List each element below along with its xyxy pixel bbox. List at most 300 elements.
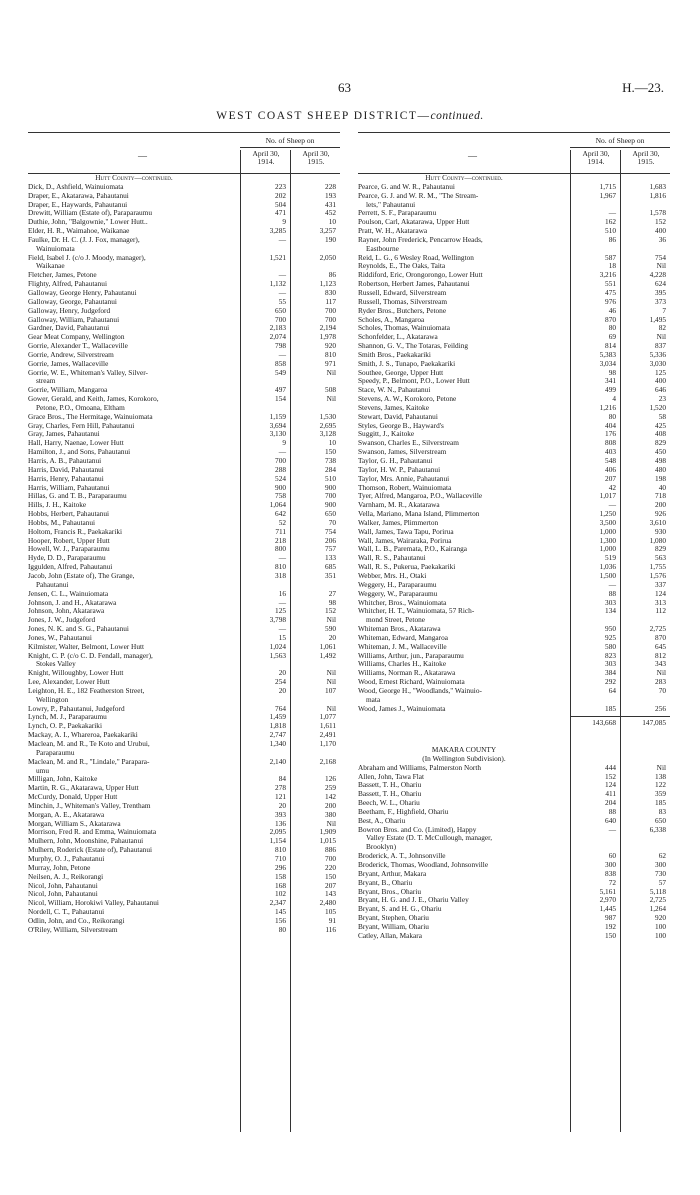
table-row (28, 554, 340, 563)
sheep-1914: 403 (605, 447, 616, 457)
table-row (28, 475, 340, 484)
sheep-1915: 343 (655, 659, 666, 669)
sheep-1914: 60 (608, 851, 616, 861)
sheep-1914: 303 (605, 597, 616, 607)
table-row-continuation (358, 843, 670, 852)
sheep-1914: 580 (605, 641, 616, 651)
owner-name: Field, Isabel J. (c/o J. Moody, manager), (28, 253, 146, 262)
sheep-1915: 2,050 (319, 252, 336, 262)
table-row-continuation (28, 581, 340, 590)
owner-name: Elder, H. R., Waimahoe, Waikanae (28, 227, 130, 236)
sheep-1914: 1,521 (269, 252, 286, 262)
table-row (28, 917, 340, 926)
table-row (28, 846, 340, 855)
table-row (28, 466, 340, 475)
sheep-1915: 645 (655, 641, 666, 651)
sheep-1914: 72 (608, 877, 616, 887)
sheep-1915: 408 (655, 429, 666, 439)
sheep-1915: 152 (325, 606, 336, 616)
sheep-1915: 395 (655, 287, 666, 297)
sheep-1915: 754 (325, 526, 336, 536)
owner-name: Harris, William, Pahautanui (28, 483, 110, 492)
sheep-1914: — (278, 234, 286, 244)
table-row (358, 705, 670, 714)
sheep-1915: 830 (325, 287, 336, 297)
sheep-1915: 400 (655, 376, 666, 386)
sheep-1915: Nil (326, 668, 336, 678)
table-row (28, 484, 340, 493)
owner-name: Swanson, Charles E., Silverstream (358, 439, 459, 448)
page-title (0, 110, 700, 122)
table-row (358, 634, 670, 643)
sheep-1914: 444 (605, 762, 616, 772)
table-row-continuation (358, 201, 670, 210)
sheep-1915: 105 (325, 907, 336, 917)
sheep-1914: 192 (605, 921, 616, 931)
owner-name: Schonfelder, L., Akatarawa (358, 333, 438, 342)
owner-name: Hobbs, M., Pahautanui (28, 518, 96, 527)
owner-name: Johnson, J. and H., Akatarawa (28, 598, 117, 607)
right-table (358, 132, 670, 1132)
table-row (358, 324, 670, 333)
sheep-1914: 810 (275, 562, 286, 572)
table-row-continuation (28, 767, 340, 776)
table-row (28, 201, 340, 210)
owner-name: Bryant, B., Ohariu (358, 878, 413, 887)
sheep-1914: 2,140 (269, 756, 286, 766)
table-row (28, 643, 340, 652)
table-row (358, 342, 670, 351)
owner-name: Varnham, M. R., Akatarawa (358, 501, 440, 510)
table-row (358, 817, 670, 826)
owner-name: Gray, James, Pahautanui (28, 430, 100, 439)
sheep-1914: — (278, 553, 286, 563)
table-row (358, 386, 670, 395)
sheep-1915: 508 (325, 385, 336, 395)
total-row (358, 719, 670, 728)
owner-name: Poulson, Carl, Akatarawa, Upper Hutt (358, 218, 470, 227)
owner-name: Riddiford, Eric, Orongorongo, Lower Hutt (358, 271, 483, 280)
table-row (28, 227, 340, 236)
sheep-1915: 57 (658, 877, 666, 887)
sheep-1914: — (278, 624, 286, 634)
owner-name: Draper, E., Akatarawa, Pahautanui (28, 191, 129, 200)
sheep-1915: 152 (655, 217, 666, 227)
sheep-1915: 1,978 (319, 332, 336, 342)
owner-name: Lynch, O. P., Paekakariki (28, 722, 102, 731)
owner-name: Stevens, James, Kaitoke (358, 403, 429, 412)
table-row (358, 923, 670, 932)
sheep-1914: 2,747 (269, 730, 286, 740)
sheep-1914: — (608, 579, 616, 589)
table-row (358, 254, 670, 263)
owner-name: Bryant, Arthur, Makara (358, 869, 427, 878)
sheep-1915: 107 (325, 685, 336, 695)
sheep-1914: 838 (605, 868, 616, 878)
sheep-1914: 9 (282, 438, 286, 448)
sheep-1914: 150 (605, 930, 616, 940)
table-row-continuation (358, 834, 670, 843)
sheep-1915: 133 (325, 553, 336, 563)
table-row (358, 333, 670, 342)
owner-name: Webber, Mrs. H., Otaki (358, 571, 427, 580)
sheep-1915: 837 (655, 341, 666, 351)
table-row (28, 537, 340, 546)
sheep-1914: — (278, 349, 286, 359)
sheep-1915: 757 (325, 544, 336, 554)
owner-name: mata (366, 695, 381, 704)
owner-name: Pearce, G. J. and W. R. M., "The Stream- (358, 191, 479, 200)
owner-name: Knight, Willoughby, Lower Hutt (28, 669, 124, 678)
sheep-1915: 62 (658, 851, 666, 861)
sheep-1915: 198 (655, 473, 666, 483)
sheep-1915: 150 (325, 447, 336, 457)
table-row (28, 705, 340, 714)
owner-name: McCurdy, Donald, Upper Hutt (28, 793, 118, 802)
table-row (28, 758, 340, 767)
table-row (28, 590, 340, 599)
owner-name: Mulhern, John, Moonshine, Pahautanui (28, 837, 144, 846)
table-row (358, 790, 670, 799)
sheep-1915: 700 (325, 314, 336, 324)
sheep-1915: 256 (655, 703, 666, 713)
owner-name: Abraham and Williams, Palmerston North (358, 763, 481, 772)
owner-name: Russell, Thomas, Silverstream (358, 297, 448, 306)
owner-name: Morgan, William S., Akatarawa (28, 819, 121, 828)
table-row (358, 395, 670, 404)
table-row (358, 563, 670, 572)
sheep-1914: 925 (605, 632, 616, 642)
table-row (28, 333, 340, 342)
sheep-1915: 1,495 (649, 314, 666, 324)
sheep-1914: 69 (608, 332, 616, 342)
sheep-1914: 1,000 (599, 544, 616, 554)
table-row-continuation (358, 616, 670, 625)
sheep-1914: 900 (275, 482, 286, 492)
table-row (358, 669, 670, 678)
table-row (358, 510, 670, 519)
owner-name: Stewart, David, Pahautanui (358, 412, 438, 421)
sheep-1915: 228 (325, 181, 336, 191)
table-row (358, 861, 670, 870)
owner-name: Bryant, Bros., Ohariu (358, 887, 422, 896)
owner-name: Lowry, P., Pahautanui, Judgeford (28, 704, 125, 713)
owner-name: Whiteman, Edward, Mangaroa (358, 633, 448, 642)
table-row (358, 773, 670, 782)
owner-name: Catley, Allan, Makara (358, 931, 422, 940)
owner-name: Faulke, Dr. H. C. (J. J. Fox, manager), (28, 235, 140, 244)
owner-name: Murray, John, Petone (28, 863, 91, 872)
sheep-1915: 1,755 (649, 562, 666, 572)
sheep-1915: 920 (325, 341, 336, 351)
sheep-1915: 359 (655, 789, 666, 799)
table-row (358, 377, 670, 386)
table-row (28, 837, 340, 846)
table-row (28, 740, 340, 749)
table-row (358, 545, 670, 554)
sheep-1915: 1,576 (649, 570, 666, 580)
sheep-1915: 125 (655, 367, 666, 377)
owner-name: Flighty, Alfred, Pahautanui (28, 280, 107, 289)
owner-name: Petone, P.O., Omoana, Eltham (36, 403, 125, 412)
sheep-1914: 80 (608, 323, 616, 333)
sheep-1914: 80 (608, 411, 616, 421)
sheep-1915: 126 (325, 774, 336, 784)
sheep-1915: 1,077 (319, 712, 336, 722)
table-row (28, 316, 340, 325)
sheep-1915: Nil (326, 677, 336, 687)
owner-name: Reid, L. G., 6 Wesley Road, Wellington (358, 253, 474, 262)
sheep-1915: 220 (325, 862, 336, 872)
sheep-1915: 313 (655, 597, 666, 607)
table-row (28, 669, 340, 678)
sheep-1914: 20 (278, 668, 286, 678)
sheep-1915: 900 (325, 482, 336, 492)
table-row (358, 466, 670, 475)
owner-name: Iggulden, Alfred, Pahautanui (28, 563, 113, 572)
sheep-1915: 207 (325, 880, 336, 890)
sheep-1915: Nil (326, 703, 336, 713)
owner-name: Neilsen, A. J., Reikorangi (28, 872, 104, 881)
sheep-1915: 920 (655, 913, 666, 923)
table-row-continuation (28, 245, 340, 254)
column-1914-line1: April 30, (582, 149, 610, 158)
table-row (28, 855, 340, 864)
owner-name: Wall, R. S., Pahautanui (358, 554, 426, 563)
sheep-1914: 800 (275, 544, 286, 554)
sheep-1915: 1,264 (649, 904, 666, 914)
sheep-1914: 9 (282, 217, 286, 227)
column-1915-header (620, 150, 671, 173)
sheep-1914: — (608, 500, 616, 510)
sheep-1914: 254 (275, 677, 286, 687)
left-table (28, 132, 340, 1132)
sheep-1915: 284 (325, 464, 336, 474)
sheep-1915: 23 (658, 394, 666, 404)
owner-name: Jensen, C. L., Wainuiomata (28, 589, 109, 598)
sheep-1915: 650 (655, 815, 666, 825)
owner-name: Beetham, F., Highfield, Ohariu (358, 807, 449, 816)
sheep-1915: 624 (655, 279, 666, 289)
sheep-1915: 10 (328, 438, 336, 448)
table-row-continuation (28, 377, 340, 386)
table-row-continuation (358, 245, 670, 254)
sheep-1915: 200 (655, 500, 666, 510)
table-row (28, 369, 340, 378)
table-row (28, 882, 340, 891)
table-row (28, 430, 340, 439)
left-table-body (28, 174, 340, 1132)
owner-name: Bowron Bros. and Co. (Limited), Happy (358, 825, 477, 834)
sheep-1914: 510 (605, 226, 616, 236)
sheep-1914: 3,130 (269, 429, 286, 439)
table-row (358, 528, 670, 537)
owner-name: Hall, Harry, Naenae, Lower Hutt (28, 439, 124, 448)
sheep-1915: 200 (325, 800, 336, 810)
sheep-1914: 1,563 (269, 650, 286, 660)
owner-name: Reynolds, E., The Oaks, Taita (358, 262, 446, 271)
owner-name: Beech, W. L., Ohariu (358, 799, 420, 808)
owner-name: Paraparaumu (36, 748, 75, 757)
sheep-1915: 70 (328, 517, 336, 527)
sheep-1915: 100 (655, 930, 666, 940)
sheep-1915: 259 (325, 783, 336, 793)
sheep-1915: 373 (655, 296, 666, 306)
sheep-1915: 124 (655, 588, 666, 598)
owner-name: Whitcher, H. T., Wainuiomata, 57 Rich- (358, 607, 475, 616)
owner-name: Galloway, George, Pahautanui (28, 297, 117, 306)
owner-name: Broderick, Thomas, Woodland, Johnsonville (358, 860, 489, 869)
owner-name: Wall, James, Tawa Tapu, Porirua (358, 527, 454, 536)
owner-name: Scholes, Thomas, Wainuiomata (358, 324, 450, 333)
sheep-1914: 1,250 (599, 509, 616, 519)
sheep-1914: 168 (275, 880, 286, 890)
owner-name: Taylor, G. H., Pahautanui (358, 457, 433, 465)
owner-name: Dick, D., Ashfield, Wainuiomata (28, 182, 124, 191)
table-row (28, 607, 340, 616)
owner-name: Howell, W. J., Paraparaumu (28, 545, 110, 554)
table-row (358, 808, 670, 817)
sheep-1915: 2,695 (319, 420, 336, 430)
left-table-header (28, 133, 340, 174)
table-row (358, 369, 670, 378)
sheep-1914: 3,285 (269, 226, 286, 236)
owner-name: Maclean, M. and R., "Lindale," Parapara- (28, 757, 150, 766)
sheep-1914: 1,024 (269, 641, 286, 651)
owner-name: Gear Meat Company, Wellington (28, 333, 125, 342)
owner-name: stream (36, 377, 56, 386)
owner-name: Rayner, John Frederick, Pencarrow Heads, (358, 235, 483, 244)
sheep-1915: 3,610 (649, 517, 666, 527)
owner-name: Robertson, Herbert James, Pahautanui (358, 280, 470, 289)
table-row (28, 307, 340, 316)
column-1915-line2: 1915. (307, 157, 325, 166)
table-row (28, 775, 340, 784)
owner-name: Scholes, A., Mangaroa (358, 315, 425, 324)
sheep-1915: 4,228 (649, 270, 666, 280)
owner-name: Gardner, David, Pahautanui (28, 324, 110, 333)
owner-name: Harris, Henry, Pahautanui (28, 474, 104, 483)
table-row (358, 572, 670, 581)
owner-name: Wood, Ernest Richard, Wainuiomata (358, 678, 465, 687)
owner-name: Stace, W. N., Pahautanui (358, 386, 431, 395)
table-row (358, 501, 670, 510)
table-row (28, 563, 340, 572)
owner-name: Russell, Edward, Silverstream (358, 288, 447, 297)
sheep-1914: 125 (275, 606, 286, 616)
owner-name: Weggery, W., Paraparaumu (358, 589, 438, 598)
sheep-1914: 288 (275, 464, 286, 474)
sheep-1915: 5,336 (649, 349, 666, 359)
sheep-1914: 52 (278, 517, 286, 527)
owner-name: Fletcher, James, Petone (28, 271, 97, 280)
sheep-1915: 590 (325, 624, 336, 634)
column-1915-line1: April 30, (632, 149, 660, 158)
table-row (358, 914, 670, 923)
sheep-1915: 700 (325, 853, 336, 863)
sheep-1915: 2,168 (319, 756, 336, 766)
sheep-1914: 1,459 (269, 712, 286, 722)
sheep-1914: 1,154 (269, 836, 286, 846)
sheep-1914: 1,445 (599, 904, 616, 914)
sheep-1915: 510 (325, 473, 336, 483)
table-row (358, 404, 670, 413)
owner-name: O'Riley, William, Silverstream (28, 925, 118, 934)
sheep-1914: 124 (605, 780, 616, 790)
sheep-1914: 393 (275, 809, 286, 819)
sheep-1914: 1,500 (599, 570, 616, 580)
sheep-1915: 730 (655, 868, 666, 878)
sheep-1914: 497 (275, 385, 286, 395)
table-row (358, 360, 670, 369)
sheep-1914: 404 (605, 420, 616, 430)
table-row (358, 484, 670, 493)
table-row (28, 616, 340, 625)
owner-name: Gorrie, Alexander T., Wallaceville (28, 342, 128, 351)
sheep-1915: 300 (655, 859, 666, 869)
owner-name: Williams, Charles H., Kaitoke (358, 660, 447, 669)
sheep-1914: 1,300 (599, 535, 616, 545)
table-row (28, 890, 340, 899)
table-row (28, 218, 340, 227)
sheep-1915: 2,194 (319, 323, 336, 333)
section-heading: (In Wellington Subdivision). (422, 753, 506, 763)
table-row (28, 413, 340, 422)
sheep-1914: 143,668 (592, 718, 616, 728)
owner-name: Bryant, S. and H. G., Ohariu (358, 905, 442, 914)
sheep-1914: 1,216 (599, 402, 616, 412)
owner-name: Stokes Valley (36, 660, 76, 669)
table-row (28, 802, 340, 811)
table-row (28, 634, 340, 643)
owner-name: Jones, W., Pahautanui (28, 633, 92, 642)
sheep-1914: 154 (275, 394, 286, 404)
owner-name: Gorrie, W. E., Whiteman's Valley, Silver- (28, 368, 148, 377)
owner-name: Speedy, P., Belmont, P.O., Lower Hutt (358, 377, 470, 386)
sheep-1915: 926 (655, 509, 666, 519)
owner-name: Hills, J. H., Kaitoke (28, 501, 87, 510)
owner-name: Minchin, J., Whiteman's Valley, Trentham (28, 801, 151, 810)
sheep-1914: — (278, 270, 286, 280)
right-table-header (358, 133, 670, 174)
sheep-1914: — (278, 287, 286, 297)
sheep-1915: Nil (326, 615, 336, 625)
sheep-1915: 930 (655, 526, 666, 536)
sheep-1915: 1,123 (319, 279, 336, 289)
owner-name: Bryant, William, Ohariu (358, 922, 429, 931)
sheep-1914: 46 (608, 305, 616, 315)
sheep-1914: 1,036 (599, 562, 616, 572)
sheep-1914: 642 (275, 509, 286, 519)
table-row (358, 643, 670, 652)
sheep-1915: 36 (658, 234, 666, 244)
sheep-1914: — (608, 824, 616, 834)
sheep-1914: 292 (605, 677, 616, 687)
owner-name: Wall, James, Wairaraka, Porirua (358, 536, 452, 545)
sheep-1914: 223 (275, 181, 286, 191)
sheep-1914: 102 (275, 889, 286, 899)
sheep-1914: 411 (605, 789, 616, 799)
sheep-1915: Nil (656, 261, 666, 271)
sheep-1914: 814 (605, 341, 616, 351)
owner-name: Johnson, John, Akatarawa (28, 607, 105, 616)
owner-name: Best, A., Ohariu (358, 816, 406, 825)
sheep-1915: 98 (328, 597, 336, 607)
sheep-1914: — (278, 597, 286, 607)
sheep-1915: 870 (655, 632, 666, 642)
sheep-1914: 296 (275, 862, 286, 872)
table-row (28, 731, 340, 740)
